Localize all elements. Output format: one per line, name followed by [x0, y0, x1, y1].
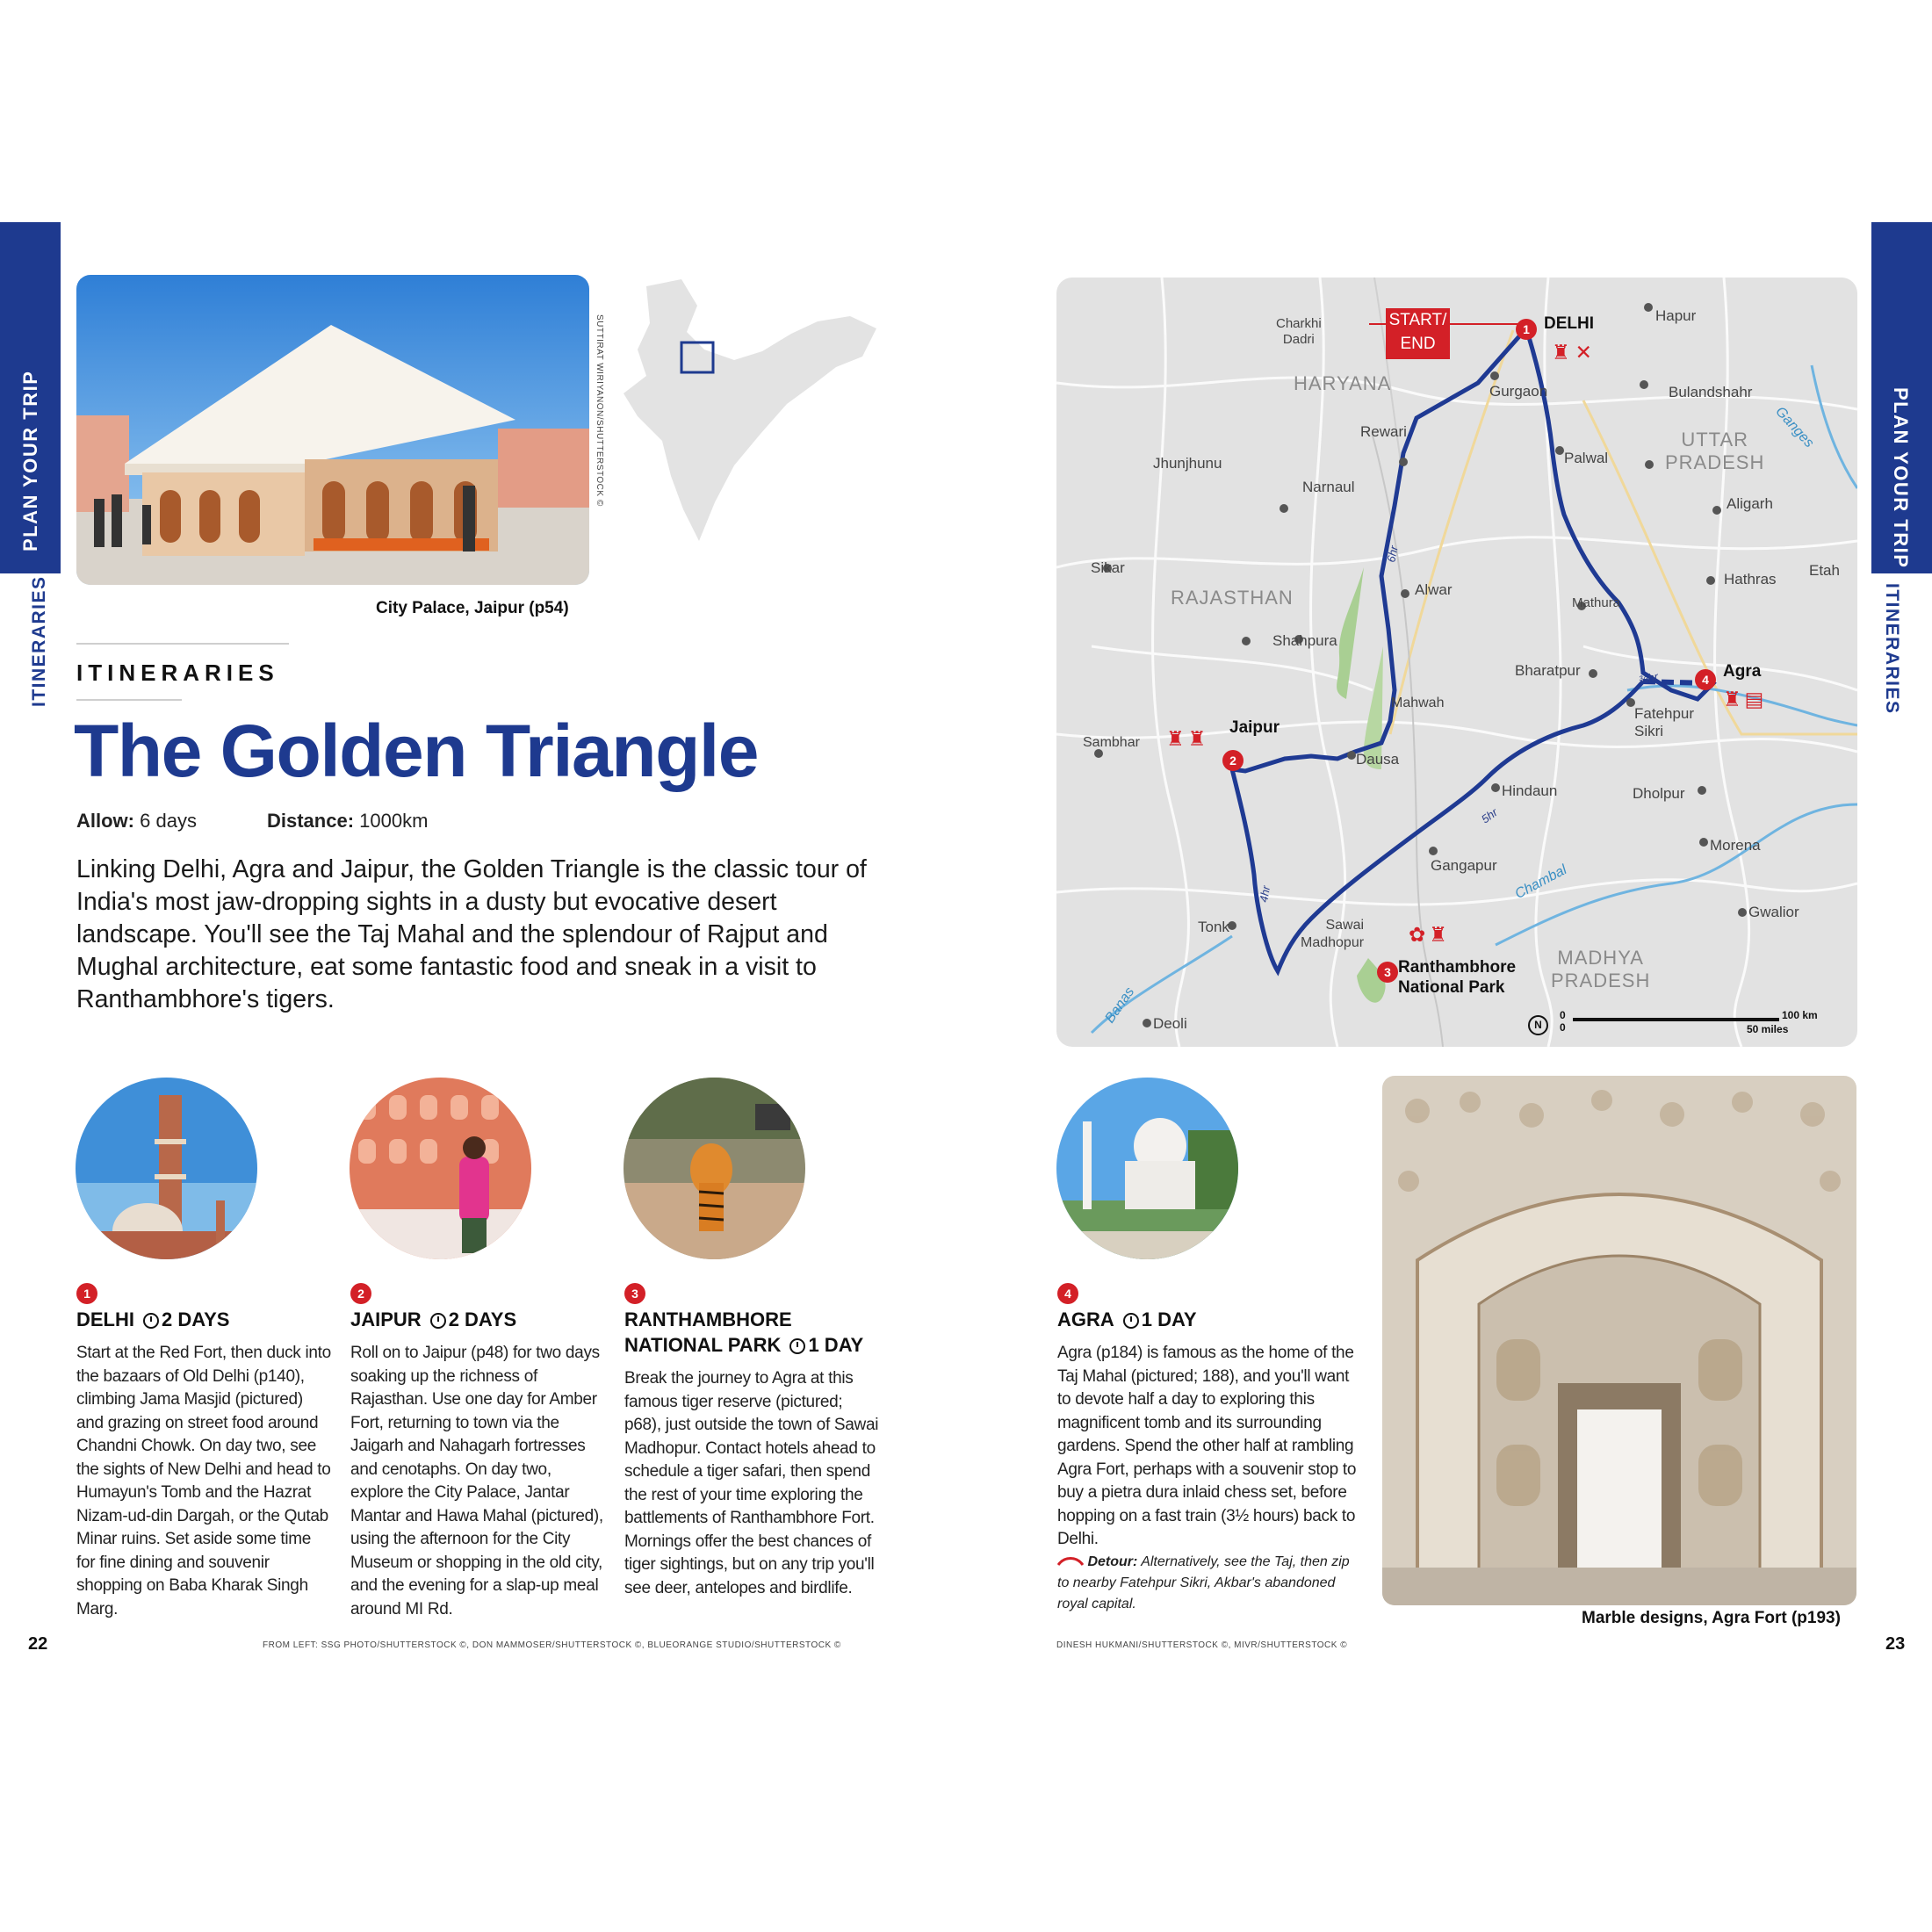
stop-1-body: Start at the Red Fort, then duck into the bazaars of Old Delhi (p140), climbing Jama Masjid (pictured) and grazing on street food around Chandni Chowk. On day two, see the sights of New Delhi and head to Humayun's Tomb and the Hazrat Nizam-ud-din Dargah, or the Qutab Minar ruins. Set aside some time for fine dining and souvenir shopping on Baba Kharak Singh Marg. — [76, 1344, 331, 1618]
town-gurgaon: Gurgaon — [1489, 383, 1548, 400]
start-end-flag — [1386, 308, 1450, 359]
north-arrow-icon: N — [1528, 1015, 1548, 1035]
scale-miles: 50 miles — [1747, 1023, 1789, 1035]
allow-value: 6 days — [140, 810, 197, 832]
time-label-jaipur-ranthambhore: 4hr — [1257, 884, 1273, 904]
stop-3-name: RANTHAMBHORE NATIONAL PARK — [624, 1308, 792, 1356]
route-map — [1056, 278, 1857, 1047]
map-marker-3: 3 — [1377, 962, 1398, 983]
tiger-photo — [624, 1078, 805, 1259]
distance-info — [267, 810, 428, 833]
town-palwal: Palwal — [1564, 450, 1609, 466]
town-mathura: Mathura — [1572, 595, 1621, 610]
stop-1-name: DELHI — [76, 1308, 134, 1330]
stop-4-name: AGRA — [1057, 1308, 1114, 1330]
left-tab-text: PLAN YOUR TRIP — [19, 370, 41, 551]
town-charkhi-dadri: Charkhi Dadri — [1276, 316, 1322, 347]
town-hathras: Hathras — [1724, 571, 1777, 588]
detour-text: Alternatively, see the Taj, then zip to nearby Fatehpur Sikri, Akbar's abandoned royal capital. — [1057, 1554, 1350, 1611]
map-marker-1: 1 — [1516, 319, 1537, 340]
town-dausa: Dausa — [1356, 751, 1400, 768]
kicker-rule-bottom — [76, 699, 182, 701]
map-city-delhi: DELHI — [1544, 314, 1594, 333]
town-dholpur: Dholpur — [1633, 785, 1685, 802]
allow-info — [76, 810, 197, 833]
town-hindaun: Hindaun — [1502, 782, 1558, 799]
state-haryana: HARYANA — [1294, 372, 1392, 394]
left-section-label: ITINERARIES — [29, 575, 49, 707]
stop-2-duration: 2 DAYS — [448, 1308, 517, 1330]
scale-zero-km: 0 — [1560, 1009, 1566, 1021]
distance-label: Distance: — [267, 810, 355, 832]
town-sambhar: Sambhar — [1083, 735, 1140, 750]
scale-km: 100 km — [1782, 1009, 1818, 1021]
river-banas: Banas — [1102, 984, 1138, 1027]
town-aligarh: Aligarh — [1727, 495, 1773, 512]
stop-4-duration: 1 DAY — [1141, 1308, 1197, 1330]
start-label: START/ — [1388, 311, 1447, 329]
stop-3-title — [624, 1307, 888, 1358]
map-marker-4: 4 — [1695, 669, 1716, 690]
agra-fort-photo — [1382, 1076, 1856, 1605]
town-alwar: Alwar — [1415, 581, 1453, 598]
state-madhya-pradesh: MADHYA PRADESH — [1551, 947, 1651, 991]
town-etah: Etah — [1809, 562, 1840, 579]
map-city-ranthambhore: Ranthambhore National Park — [1398, 958, 1517, 997]
scale-zero-miles: 0 — [1560, 1021, 1566, 1034]
town-mahwah: Mahwah — [1391, 696, 1445, 710]
town-morena: Morena — [1710, 837, 1761, 854]
map-marker-2: 2 — [1222, 750, 1244, 771]
stop-2-body: Roll on to Jaipur (p48) for two days soaking up the richness of Rajasthan. Use one day for Amber Fort, returning to town via the Jaigarh and Nahagarh fortresses and cenotaphs. On day two, explore the City Palace, Jantar Mantar and Hawa Mahal (pictured), using the afternoon for the City Museum or shopping in the old city, and the evening for a slap-up meal around MI Rd. — [350, 1344, 603, 1618]
stop-2-number: 2 — [350, 1283, 371, 1304]
town-shahpura: Shahpura — [1272, 632, 1337, 649]
town-rewari: Rewari — [1360, 423, 1407, 440]
jama-masjid-photo — [76, 1078, 257, 1259]
town-bharatpur: Bharatpur — [1515, 662, 1581, 679]
city-palace-photo — [76, 275, 589, 585]
india-locator-map — [620, 279, 883, 543]
stop-3-body: Break the journey to Agra at this famous tiger reserve (pictured; p68), just outside the town of Sawai Madhopur. Contact hotels ahead to schedule a tiger safari, then spend the rest of your time exploring the battlements of Ranthambhore Fort. Mornings offer the best chances of tiger sightings, but on any trip you'll see deer, antelopes and birdlife. — [624, 1369, 879, 1597]
stop-1-number: 1 — [76, 1283, 97, 1304]
time-label-fatehpur-agra: ¾hr — [1637, 669, 1660, 687]
hero-photo-credit: SUTTIRAT WIRIYANON/SHUTTERSTOCK © — [595, 314, 604, 507]
stop-3-duration: 1 DAY — [808, 1334, 864, 1356]
right-tab-text: PLAN YOUR TRIP — [1890, 387, 1912, 569]
hero-caption: City Palace, Jaipur (p54) — [376, 599, 569, 617]
detour-note — [1057, 1552, 1365, 1615]
hawa-mahal-photo — [350, 1078, 531, 1259]
town-bulandshahr: Bulandshahr — [1669, 384, 1753, 400]
allow-label: Allow: — [76, 810, 134, 832]
time-label-delhi-jaipur: 6hr — [1384, 544, 1401, 564]
stop-1-title — [76, 1307, 331, 1332]
left-photo-credits: FROM LEFT: SSG PHOTO/SHUTTERSTOCK ©, DON MAMMOSER/SHUTTERSTOCK ©, BLUEORANGE STUDIO/SHUTTERSTOCK © — [263, 1640, 841, 1650]
delhi-sight-icons: ♜✕ — [1552, 341, 1597, 364]
stop-4-title — [1057, 1307, 1347, 1332]
stop-2-title — [350, 1307, 605, 1332]
section-kicker: ITINERARIES — [76, 660, 279, 686]
distance-value: 1000km — [359, 810, 429, 832]
right-page-number: 23 — [1885, 1634, 1906, 1654]
detour-label: Detour: — [1087, 1554, 1138, 1569]
page-title: The Golden Triangle — [74, 710, 758, 792]
town-gwalior: Gwalior — [1748, 904, 1799, 920]
river-chambal: Chambal — [1512, 862, 1570, 903]
stop-1-duration: 2 DAYS — [162, 1308, 230, 1330]
clock-icon — [789, 1338, 805, 1354]
stop-3-number: 3 — [624, 1283, 645, 1304]
town-narnaul: Narnaul — [1302, 479, 1355, 495]
clock-icon — [1123, 1313, 1139, 1329]
left-page-number: 22 — [28, 1634, 48, 1654]
town-sikar: Sikar — [1091, 559, 1125, 576]
town-gangapur: Gangapur — [1431, 857, 1497, 874]
left-section-tab[interactable] — [0, 222, 61, 573]
town-hapur: Hapur — [1655, 307, 1697, 324]
end-label: END — [1400, 335, 1436, 353]
right-section-label: ITINERARIES — [1882, 583, 1902, 715]
town-tonk: Tonk — [1198, 919, 1229, 935]
kicker-rule — [76, 643, 289, 645]
state-uttar-pradesh: UTTAR PRADESH — [1665, 429, 1765, 473]
agra-sight-icons: ♜▤ — [1723, 688, 1768, 710]
agra-fort-caption: Marble designs, Agra Fort (p193) — [1582, 1609, 1841, 1627]
intro-paragraph: Linking Delhi, Agra and Jaipur, the Golden Triangle is the classic tour of India's most jaw-dropping sights in a dusty but evocative desert landscape. You'll see the Taj Mahal and the splendour of Rajput and Mughal architecture, eat some fantastic food and sneak in a visit to Ranthambhore's tigers. — [76, 855, 867, 1013]
taj-mahal-photo — [1056, 1078, 1238, 1259]
map-city-jaipur: Jaipur — [1229, 718, 1280, 737]
detour-icon — [1057, 1554, 1084, 1567]
clock-icon — [143, 1313, 159, 1329]
stop-4-number: 4 — [1057, 1283, 1078, 1304]
stop-2-name: JAIPUR — [350, 1308, 422, 1330]
town-fatehpur-sikri: Fatehpur Sikri — [1634, 705, 1695, 739]
state-rajasthan: RAJASTHAN — [1171, 587, 1294, 609]
river-ganges: Ganges — [1772, 404, 1817, 451]
jaipur-sight-icons: ♜♜ — [1166, 727, 1210, 750]
time-label-ranthambhore-agra: 5hr — [1478, 805, 1500, 826]
ranthambhore-sight-icons: ✿♜ — [1409, 923, 1451, 946]
town-jhunjhunu: Jhunjhunu — [1153, 455, 1222, 472]
clock-icon — [430, 1313, 446, 1329]
map-city-agra: Agra — [1723, 662, 1762, 681]
stop-4-body: Agra (p184) is famous as the home of the Taj Mahal (pictured; 188), and you'll want to devote half a day to exploring this magnificent tomb and its surrounding gardens. Spend the other half at rambling Agra Fort, perhaps with a souvenir stop to buy a pietra dura inlaid chess set, before hopping on a fast train (3½ hours) back to Delhi. — [1057, 1344, 1357, 1548]
right-photo-credits: DINESH HUKMANI/SHUTTERSTOCK ©, MIVR/SHUTTERSTOCK © — [1056, 1640, 1348, 1650]
right-section-tab[interactable] — [1871, 222, 1932, 573]
scale-bar — [1573, 1018, 1779, 1021]
town-deoli: Deoli — [1153, 1015, 1187, 1032]
town-sawai-madhopur: Sawai Madhopur — [1301, 918, 1365, 950]
